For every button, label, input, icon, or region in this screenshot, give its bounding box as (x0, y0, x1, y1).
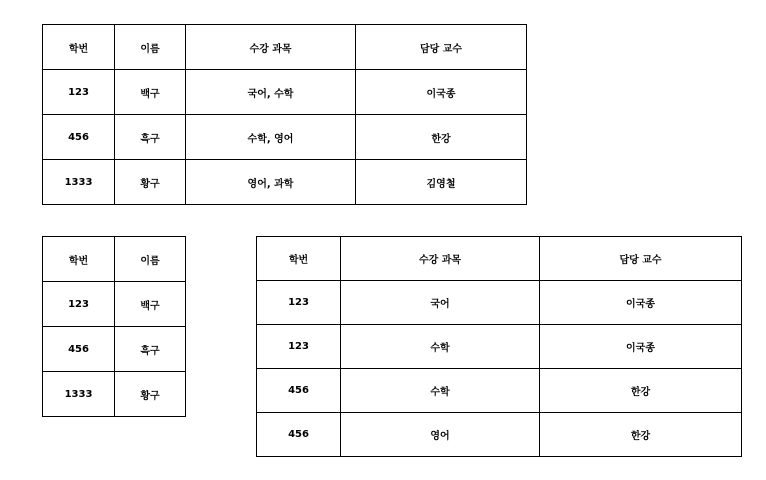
table-student (42, 236, 186, 417)
header-cell-professor: 담당 교수 (356, 25, 527, 70)
table-row (43, 372, 186, 417)
table-cell: 흑구 (115, 327, 186, 372)
table-row (257, 413, 742, 457)
table-cell: 123 (43, 282, 115, 327)
table-cell: 황구 (115, 160, 186, 205)
table-row (257, 369, 742, 413)
table-cell: 김영철 (356, 160, 527, 205)
table-cell: 흑구 (115, 115, 186, 160)
table-cell: 123 (257, 325, 341, 369)
header-cell-student-id: 학번 (43, 237, 115, 282)
header-cell-professor: 담당 교수 (540, 237, 742, 281)
table-cell: 123 (43, 70, 115, 115)
table-cell: 이국종 (540, 325, 742, 369)
header-cell-student-id: 학번 (43, 25, 115, 70)
table-cell: 영어 (341, 413, 540, 457)
table-row (43, 282, 186, 327)
table-cell: 한강 (540, 369, 742, 413)
table-cell: 456 (43, 327, 115, 372)
table-row (257, 281, 742, 325)
table-header-row (43, 25, 527, 70)
table-full (42, 24, 527, 205)
table-cell: 456 (257, 413, 341, 457)
table-cell: 국어, 수학 (186, 70, 356, 115)
header-cell-name: 이름 (115, 25, 186, 70)
table-cell: 한강 (540, 413, 742, 457)
table-course (256, 236, 742, 457)
table-row (43, 70, 527, 115)
table-cell: 백구 (115, 282, 186, 327)
header-cell-student-id: 학번 (257, 237, 341, 281)
table-cell: 1333 (43, 372, 115, 417)
table-cell: 국어 (341, 281, 540, 325)
table-header-row (257, 237, 742, 281)
header-cell-course: 수강 과목 (341, 237, 540, 281)
table-row (257, 325, 742, 369)
table-cell: 수학, 영어 (186, 115, 356, 160)
table-cell: 황구 (115, 372, 186, 417)
table-cell: 이국종 (356, 70, 527, 115)
table-header-row (43, 237, 186, 282)
table-cell: 한강 (356, 115, 527, 160)
table-cell: 수학 (341, 369, 540, 413)
table-row (43, 115, 527, 160)
header-cell-course: 수강 과목 (186, 25, 356, 70)
header-cell-name: 이름 (115, 237, 186, 282)
table-row (43, 160, 527, 205)
table-cell: 영어, 과학 (186, 160, 356, 205)
table-cell: 456 (43, 115, 115, 160)
table-cell: 456 (257, 369, 341, 413)
table-cell: 백구 (115, 70, 186, 115)
table-cell: 1333 (43, 160, 115, 205)
table-cell: 123 (257, 281, 341, 325)
table-cell: 이국종 (540, 281, 742, 325)
table-row (43, 327, 186, 372)
table-cell: 수학 (341, 325, 540, 369)
